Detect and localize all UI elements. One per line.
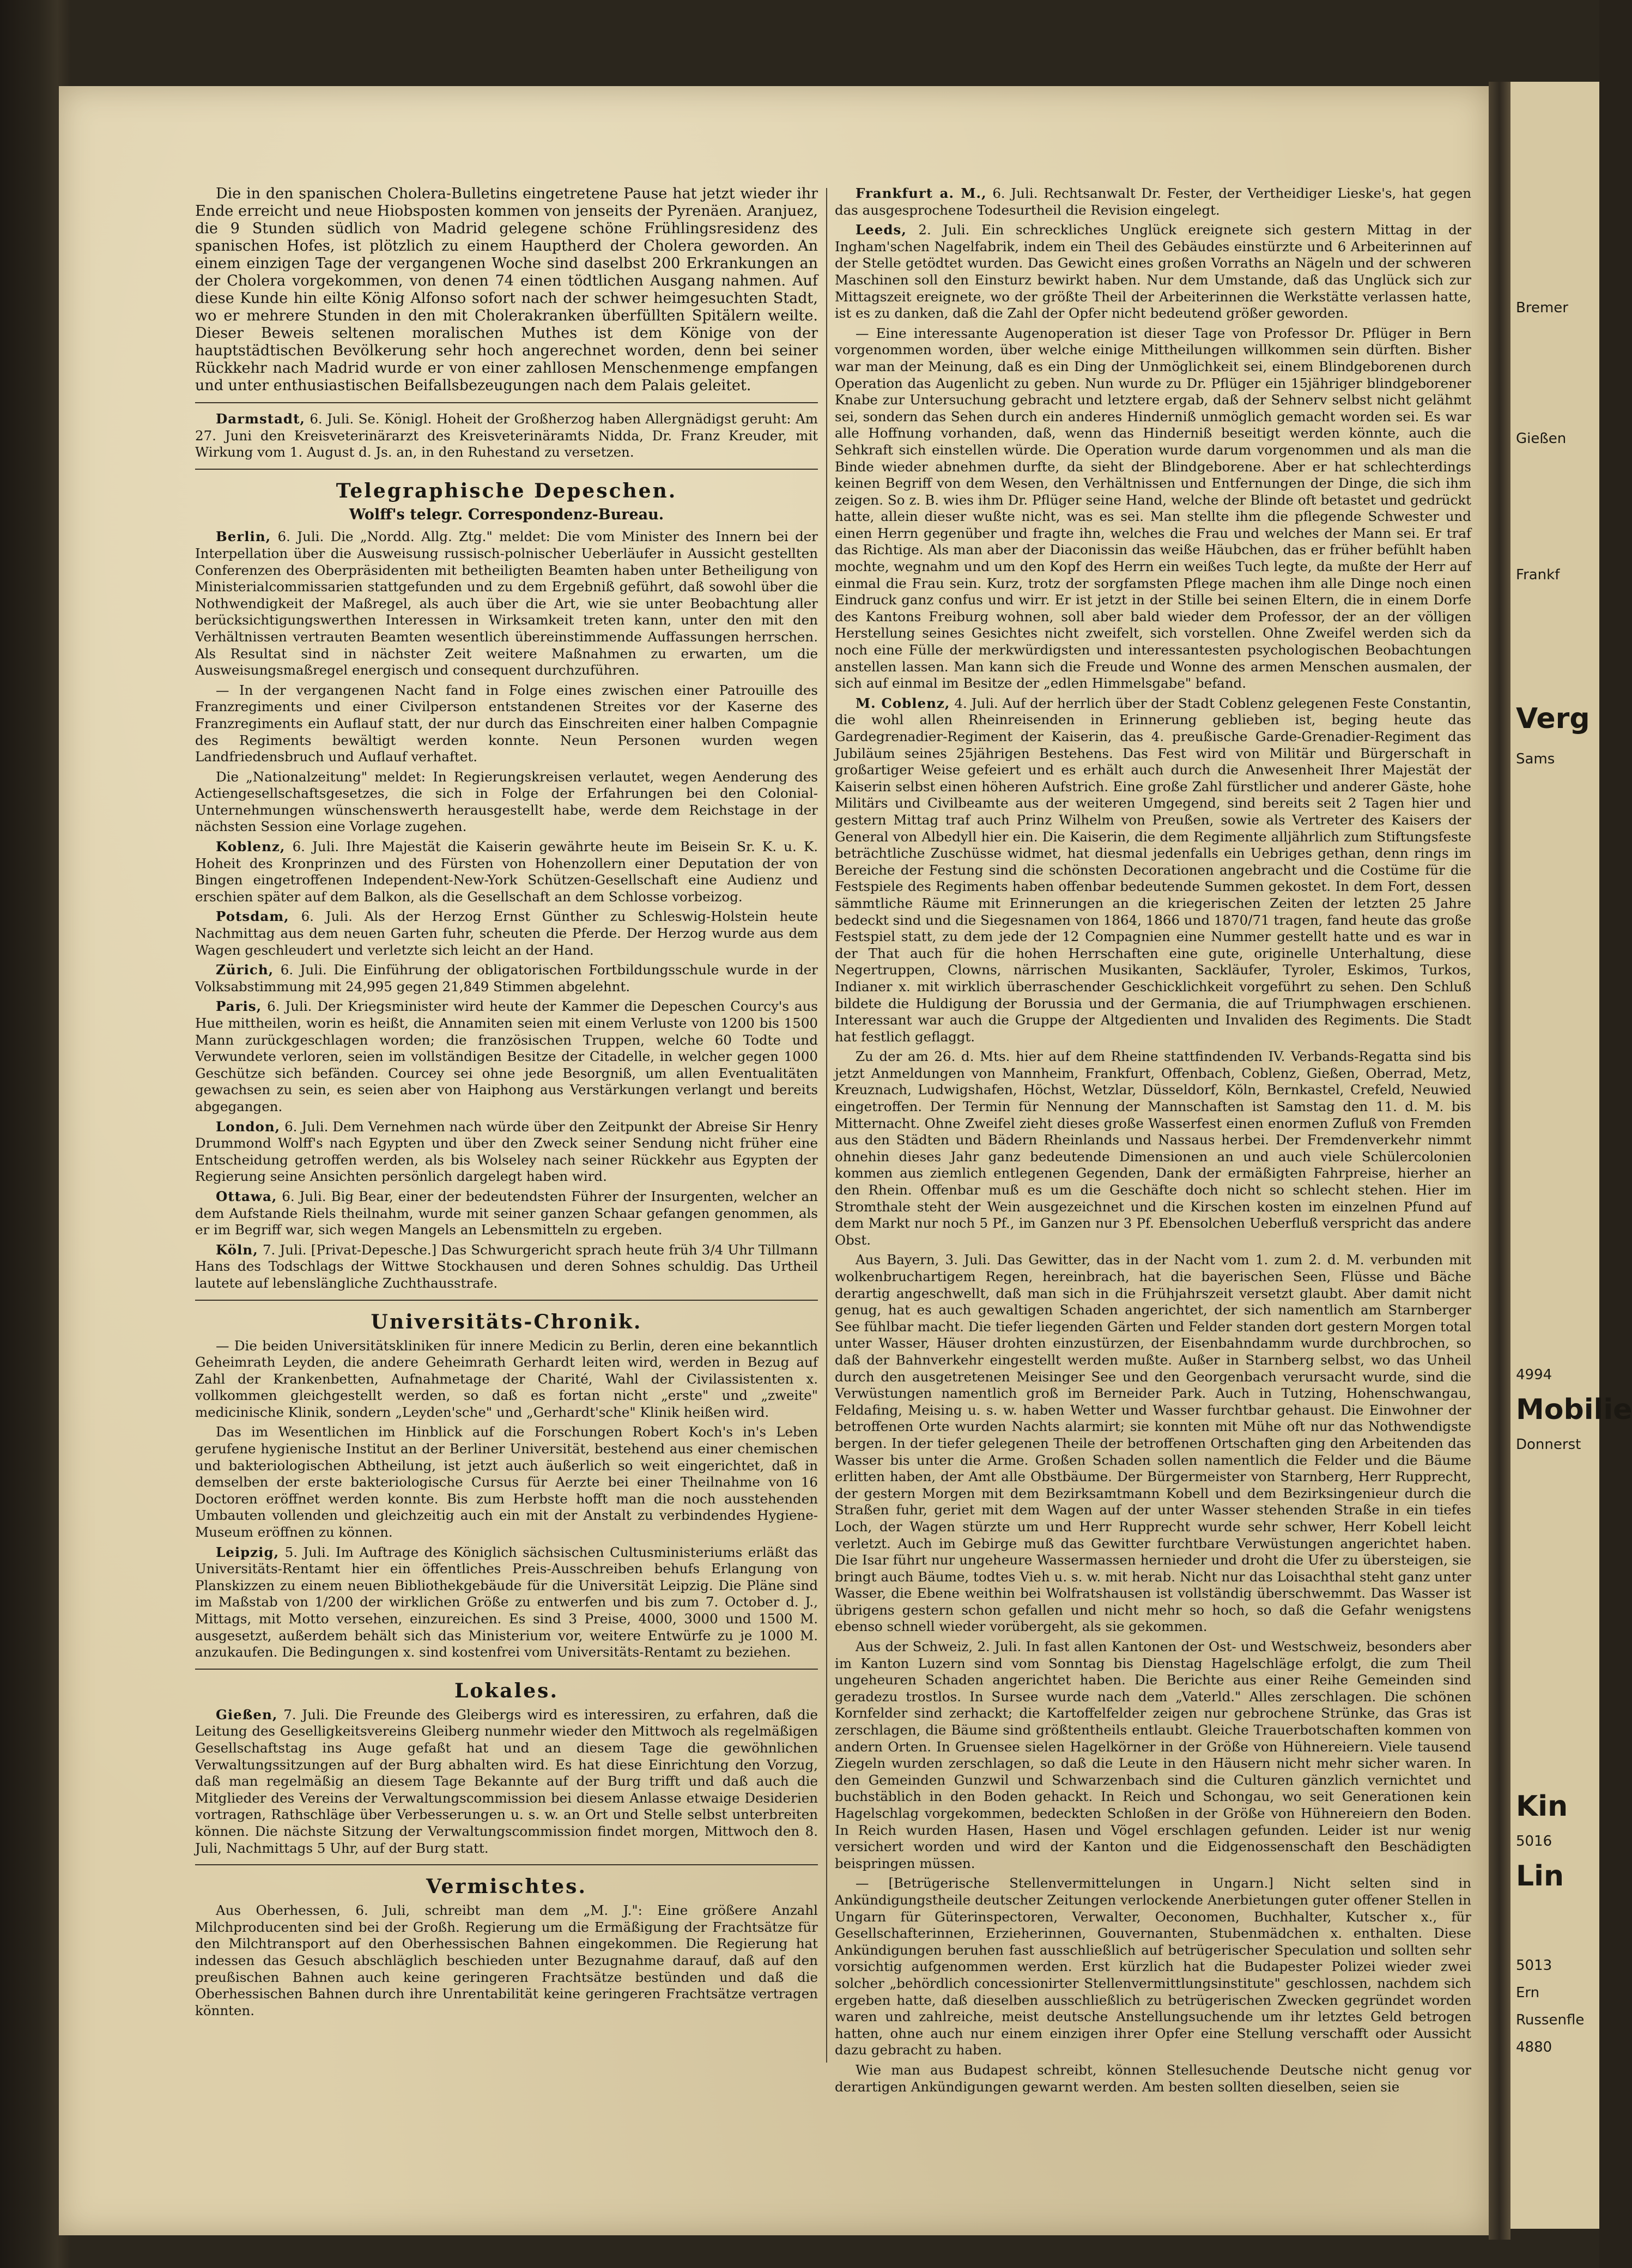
article-text: 6. Juli. Big Bear, einer der bedeutendsten Führer der Insurgenten, welcher an dem Aufstande Riels theilnahm, wurde mit seiner ganzen Schaar gefangen genommen, als er im Begriff war, sich wegen Mangels an Lebensmitteln zu ergeben. — [195, 1188, 818, 1238]
book-gutter — [1489, 82, 1510, 2240]
edge-fragment: 4880 — [1516, 2039, 1552, 2055]
divider — [195, 1864, 818, 1865]
dateline: Darmstadt, — [216, 411, 305, 427]
edge-fragment: Ern — [1516, 1985, 1540, 2001]
telegram-item — [195, 908, 818, 959]
edge-fragment: Mobilie — [1516, 1393, 1632, 1426]
article-darmstadt — [195, 411, 818, 461]
edge-fragment: Sams — [1516, 751, 1555, 767]
dateline: Frankfurt a. M., — [856, 185, 987, 201]
section-heading: Lokales. — [454, 1679, 559, 1702]
dateline: Zürich, — [216, 962, 274, 978]
article-text: 5. Juli. Im Auftrage des Königlich sächsischen Cultusministeriums erläßt das Universitäts-Rentamt hier ein öffentliches Preis-Ausschreiben behufs Erlangung von Planskizzen zu einem neuen Bibliothekgebäude für die Universität Leipzig. Die Pläne sind im Maßstab von 1/200 der wirklichen Größe zu entwerfen und bis zum 7. October d. J., Mittags, mit Motto versehen, einzureichen. Es sind 3 Preise, 4000, 3000 und 1500 M. ausgesetzt, außerdem behält sich das Ministerium vor, weitere Entwürfe zu je 1000 M. anzukaufen. Die Bedingungen x. sind kostenfrei vom Universitäts-Rentamt zu beziehen. — [195, 1544, 818, 1660]
misc-item: Wie man aus Budapest schreibt, können Stellesuchende Deutsche nicht genug vor derartigen Ankündigungen gewarnt werden. Am besten sollten dieselben, seien sie — [835, 2061, 1471, 2095]
misc-item: Zu der am 26. d. Mts. hier auf dem Rheine stattfindenden IV. Verbands-Regatta sind bis jetzt Anmeldungen von Mannheim, Frankfurt, Offenbach, Coblenz, Gießen, Oberrad, Metz, Kreuznach, Ludwigshafen, Höchst, Wetzlar, Düsseldorf, Köln, Bernkastel, Crefeld, Neuwied eingetroffen. Der Termin für Nennung der Mannschaften ist Samstag den 11. d. M. bis Mitternacht. Ohne Zweifel zieht dieses große Wasserfest einen enormen Zufluß von Fremden aus den Städten und Bädern Rheinlands und Nassaus herbei. Der Fremdenverkehr nimmt ohnehin dieses Jahr ganz bedeutende Dimensionen an und auch viele Schülercolonien kommen aus ziemlich entlegenen Gegenden, Dank der ermäßigten Fahrpreise, hierher an den Rhein. Offenbar muß es um die Geschäfte doch nicht so schlecht stehen. Hier im Stromthale steht der Wein ausgezeichnet und die Kirschen kosten im einzelnen Pfund auf dem Markt nur noch 5 Pf., im Ganzen nur 3 Pf. Ebensolchen Ueberfluß verspricht das andere Obst. — [835, 1048, 1471, 1248]
misc-item — [835, 695, 1471, 1045]
edge-fragment: Verg — [1516, 702, 1590, 735]
section-heading: Vermischtes. — [426, 1875, 587, 1899]
article-text: 6. Juli. Ihre Majestät die Kaiserin gewährte heute im Beisein Sr. K. u. K. Hoheit des Kronprinzen und des Fürsten von Hohenzollern einer Deputation der von Bingen eingetroffenen Independent-New-York Schützen-Gesellschaft eine Audienz und erschien später auf dem Balkon, als die Gesellschaft an dem Schlosse vorbeizog. — [195, 839, 818, 905]
article-text: 6. Juli. Se. Königl. Hoheit der Großherzog haben Allergnädigst geruht: Am 27. Juni den Kreisveterinärarzt des Kreisveterinäramts Nidda, Dr. Franz Kreuder, mit Wirkung vom 1. August d. Js. an, in den Ruhestand zu versetzen. — [195, 411, 818, 460]
article-text: 6. Juli. Der Kriegsminister wird heute der Kammer die Depeschen Courcy's aus Hue mittheilen, worin es heißt, die Annamiten seien mit einem Verluste von 1200 bis 1500 Mann zurückgeschlagen worden; die französischen Truppen, welche 60 Todte und Verwundete verloren, seien im vollständigen Besitze der Citadelle, in welcher gegen 1000 Geschütze sich befänden. Courcey sei ohne jede Besorgniß, um allen Eventualitäten gewachsen zu sein, es seien aber von Haiphong aus Verstärkungen verlangt und bereits abgegangen. — [195, 998, 818, 1114]
telegram-item — [195, 1119, 818, 1185]
article-text: 2. Juli. Ein schreckliches Unglück ereignete sich gestern Mittag in der Ingham'schen Nagelfabrik, indem ein Theil des Gebäudes einstürzte und 6 Arbeiterinnen auf der Stelle getödtet wurden. Das Gewicht eines großen Vorraths an Nägeln und der schweren Maschinen soll den Einsturz bewirkt haben. Nur dem Umstande, daß das Unglück sich zur Mittagszeit ereignete, wo der größte Theil der Arbeiterinnen die Werkstätte verlassen hatte, ist es zu danken, daß die Zahl der Opfer nicht bedeutend größer geworden. — [835, 222, 1471, 322]
edge-fragment: Bremer — [1516, 300, 1568, 316]
telegram-item — [195, 1188, 818, 1239]
edge-fragment: 5016 — [1516, 1833, 1552, 1849]
telegram-item: Die „Nationalzeitung" meldet: In Regierungskreisen verlautet, wegen Aenderung des Actiengesellschaftsgesetzes, die sich in Folge der Erfahrungen bei den Colonial-Unternehmungen wünschenswerth herausgestellt habe, werde dem Reichstage in der nächsten Session eine Vorlage zugehen. — [195, 768, 818, 835]
dateline: Berlin, — [216, 529, 271, 545]
dateline: Ottawa, — [216, 1188, 277, 1204]
section-heading: Telegraphische Depeschen. — [336, 479, 677, 502]
column-rule — [826, 188, 827, 2063]
edge-fragment: Gießen — [1516, 430, 1567, 447]
chronicle-item — [195, 1544, 818, 1661]
dateline: M. Coblenz, — [856, 695, 950, 711]
misc-item: Aus Oberhessen, 6. Juli, schreibt man dem „M. J.": Eine größere Anzahl Milchproducenten sind bei der Großh. Regierung um die Ermäßigung der Frachtsätze für den Milchtransport auf den Oberhessischen Bahnen eingekommen. Die Regierung hat indessen das Gesuch abschläglich beschieden unter Bezugnahme darauf, daß auf den preußischen Bahnen auch keine geringeren Frachtsätze bestünden und daß die Oberhessischen Bahnen durch ihre Unrentabilität keine geringeren Frachtsätze vertragen könnten. — [195, 1902, 818, 2018]
article-text: 6. Juli. Als der Herzog Ernst Günther zu Schleswig-Holstein heute Nachmittag aus dem neuen Garten fuhr, scheuten die Pferde. Der Herzog wurde aus dem Wagen geschleudert und verletzte sich leicht an der Hand. — [195, 908, 818, 958]
adjacent-page-edge — [1510, 82, 1632, 2229]
dateline: Gießen, — [216, 1706, 278, 1723]
edge-fragment: Lin — [1516, 1860, 1564, 1893]
edge-fragment: Donnerst — [1516, 1436, 1581, 1453]
edge-fragment: 4994 — [1516, 1367, 1552, 1383]
dateline: Leipzig, — [216, 1544, 280, 1560]
section-heading: Universitäts-Chronik. — [371, 1310, 642, 1333]
telegram-item: — In der vergangenen Nacht fand in Folge eines zwischen einer Patrouille des Franzregiments und einer Civilperson entstandenen Streites vor der Kaserne des Franzregiments ein Auflauf statt, der nur durch das Einschreiten einer halben Compagnie des Regiments bewältigt werden konnte. Neun Personen wurden wegen Landfriedensbruch und Auflauf verhaftet. — [195, 682, 818, 765]
misc-item: Aus der Schweiz, 2. Juli. In fast allen Kantonen der Ost- und Westschweiz, besonders aber im Kanton Luzern sind vom Sonntag bis Dienstag Hagelschläge erfolgt, die zum Theil ungeheuren Schaden angerichtet haben. Die Berichte aus einer Reihe Gemeinden sind geradezu trostlos. In Sursee wurde nach dem „Vaterld." Alles zerschlagen. Die schönen Kornfelder sind zerhackt; die Kartoffelfelder zeigen nur gebrochene Strünke, das Gras ist zerschlagen, die Bäume sind größtentheils entlaubt. Gleiche Trauerbotschaften kommen von andern Orten. In Gruensee sielen Hagelkörner in der Größe von Hühnereiern. Viele tausend Ziegeln wurden zerschlagen, so daß die Leute in den Häusern nicht mehr sicher waren. In den Gemeinden Gunzwil und Schwarzenbach sind die Culturen gänzlich vernichtet und buchstäblich in den Boden gehackt. In Reich und Schongau, wo seit Generationen kein Hagelschlag vorgekommen, bedeckten Schloßen in der Größe von Hühnereiern den Boden. In Reich wurden Hasen, Hasen und Vögel erschlagen gefunden. Leider ist nur wenig versichert worden und wird der Kanton und die Eidgenossenschaft den Beschädigten beispringen müssen. — [835, 1639, 1471, 1871]
dateline: Paris, — [216, 998, 262, 1015]
dateline: Köln, — [216, 1241, 258, 1258]
right-column — [835, 185, 1471, 2099]
misc-item — [835, 222, 1471, 322]
article-text: 6. Juli. Dem Vernehmen nach würde über den Zeitpunkt der Abreise Sir Henry Drummond Wolff's nach Egypten und über den Zweck seiner Sendung nicht früher eine Entscheidung getroffen werden, als bis Wolseley nach seiner Rückkehr aus Egypten der Regierung seine Ansichten persönlich dargelegt haben wird. — [195, 1118, 818, 1185]
divider — [195, 1300, 818, 1301]
dateline: London, — [216, 1118, 281, 1135]
article-text: 6. Juli. Die Einführung der obligatorischen Fortbildungsschule wurde in der Volksabstimmung mit 24,995 gegen 21,849 Stimmen abgelehnt. — [195, 962, 818, 994]
left-column — [195, 185, 818, 2022]
article-text: 6. Juli. Die „Nordd. Allg. Ztg." meldet: Die vom Minister des Innern bei der Interpellation über die Ausweisung russisch-polnischer Ueberläufer in Aussicht gestellten Conferenzen des Oberpräsidenten mit betheiligten Beamten haben unter Betheiligung von Ministerialcommissarien stattgefunden und zu dem Ergebniß geführt, daß sowohl über die Nothwendigkeit der Maßregel, als auch über die Art, wie sie unter Beobachtung aller berücksichtigungswerthen Interessen in Wirksamkeit treten kann, unter den mit den Verhältnissen vertrauten Beamten wesentlich übereinstimmende Auffassungen herrschen. Als Resultat sind in nächster Zeit weitere Maßnahmen zu erwarten, um die Ausweisungsmaßregel energisch und consequent durchzuführen. — [195, 529, 818, 678]
article-text: 7. Juli. [Privat-Depesche.] Das Schwurgericht sprach heute früh 3/4 Uhr Tillmann Hans des Todschlags der Wittwe Stockhausen und deren Sohnes schuldig. Das Urtheil lautete auf lebenslängliche Zuchthausstrafe. — [195, 1241, 818, 1291]
edge-fragment: 5013 — [1516, 1957, 1552, 1974]
dateline: Potsdam, — [216, 908, 289, 925]
telegram-item — [195, 839, 818, 905]
divider — [195, 469, 818, 470]
misc-item: Aus Bayern, 3. Juli. Das Gewitter, das in der Nacht vom 1. zum 2. d. M. verbunden mit wolkenbruchartigem Regen, hereinbrach, hat die bayerischen Seen, Flüsse und Bäche derartig angeschwellt, daß man sich in die Frühjahrszeit versetzt glaubt. Aber damit nicht genug, hat es auch gewaltigen Schaden angerichtet, der sich namentlich am Starnberger See fühlbar macht. Die tiefer liegenden Gärten und Felder standen dort gestern Morgen total unter Wasser, Häuser drohten einzustürzen, der Eisenbahndamm wurde durchbrochen, so daß der Bahnverkehr eingestellt werden mußte. Außer in Starnberg selbst, wo das Unheil durch den ausgetretenen Meisinger See und den Georgenbach verursacht wurde, sind die Verwüstungen namentlich groß im Berneider Park. Auch in Tutzing, Hohenschwangau, Feldafing, Meising u. s. w. haben Wetter und Wasser furchtbar gehaust. Die Einwohner der betroffenen Orte wurden Nachts alarmirt; sie konnten mit Mühe oft nur das Nothwendigste bergen. In der tiefer gelegenen Theile der betroffenen Ortschaften ging den Arbeitenden das Wasser bis unter die Arme. Großen Schaden sollen namentlich die Felder und die Bäume erlitten haben, der Amt alle Obstbäume. Der Bürgermeister von Starnberg, Herr Rupprecht, der gestern Morgen mit dem Bezirksamtmann Kobell und dem Bezirksingenieur durch die Straßen fuhr, geriet mit dem Wagen auf der unter Wasser stehenden Straße in ein tiefes Loch, der Wagen stürzte um und Herr Rupprecht wurde sehr schwer, Herr Kobell leicht verletzt. Auch im Gebirge muß das Gewitter furchtbare Verwüstungen angerichtet haben. Die Isar führt nur ungeheure Wassermassen hernieder und droht die Ufer zu übersteigen, sie bringt auch Bäume, todtes Vieh u. s. w. mit herab. Nicht nur das Loisachthal steht ganz unter Wasser, die Ebene weithin bei Wolfratshausen ist vollständig überschwemmt. Das Wasser ist übrigens gestern schon gefallen und nicht mehr so hoch, so daß die Gefahr wenigstens ebenso schnell wieder vorübergeht, als sie gekommen. — [835, 1252, 1471, 1635]
edge-fragment: Russenfle — [1516, 2012, 1585, 2028]
divider — [195, 402, 818, 403]
divider — [195, 1669, 818, 1670]
edge-fragment: Kin — [1516, 1790, 1568, 1823]
telegram-item — [195, 1242, 818, 1292]
local-item — [195, 1707, 818, 1857]
telegram-item — [195, 529, 818, 678]
misc-item — [835, 185, 1471, 219]
misc-item: — Eine interessante Augenoperation ist dieser Tage von Professor Dr. Pflüger in Bern vorgenommen worden, über welche einige Mittheilungen willkommen sein dürften. Bisher war man der Meinung, daß es ein Ding der Unmöglichkeit sei, einem Blindgeborenen durch Operation das Augenlicht zu geben. Nun wurde zu Dr. Pflüger ein 15jähriger blindgeborener Knabe zur Untersuchung gebracht und letztere ergab, daß der Sehnerv selbst nicht gelähmt sei, sondern das Sehen durch ein anderes Hinderniß unmöglich gemacht worden sei. Es war alle Hoffnung vorhanden, daß, wenn das Hinderniß beseitigt werden könnte, auch die Sehkraft sich einstellen würde. Die Operation wurde darum vorgenommen und als man die Binde wieder abnehmen durfte, da sieht der Blindgeborene. Aber er hat schlechterdings keinen Begriff von dem Wesen, den Verhältnissen und Entfernungen der Dinge, die sich ihm zeigen. So z. B. wies ihm Dr. Pflüger seine Hand, welche der Blinde oft betastet und gedrückt hatte, allein dieser wußte nicht, was es sei. Man stellte ihm die pflegende Schwester und einen Herrn gegenüber und fragte ihn, welches die Frau und welches der Mann sei. Er traf das Richtige. Als man aber der Diaconissin das weiße Häubchen, das er früher befühlt haben mochte, wegnahm und um den Kopf des Herrn ein weißes Tuch legte, da mußte der Herr auf einmal die Frau sein. Kurz, trotz der sorgfamsten Pflege machen ihm alle Dinge noch einen Eindruck ganz confus und wirr. Er ist jetzt in der Stille bei seinen Eltern, die in einem Dorfe des Kantons Freiburg wohnen, soll aber bald wieder dem Professor, der an der völligen Herstellung seines Gesichtes nicht zweifelt, sich vorstellen. Ohne Zweifel werden sich da noch eine Fülle der merkwürdigsten und interessantesten psychologischen Beobachtungen anstellen lassen. Man kann sich die Freude und Wonne des armen Menschen ausmalen, der sich auf einmal im Besitze der „edlen Himmelsgabe" befand. — [835, 325, 1471, 692]
article-cholera-spain: Die in den spanischen Cholera-Bulletins eingetretene Pause hat jetzt wieder ihr Ende erreicht und neue Hiobsposten kommen von jenseits der Pyrenäen. Aranjuez, die 9 Stunden südlich von Madrid gelegene schöne Frühlingsresidenz des spanischen Hofes, ist plötzlich zu einem Hauptherd der Cholera geworden. An einem einzigen Tage der vergangenen Woche sind daselbst 200 Erkrankungen an der Cholera vorgekommen, von denen 74 einen tödtlichen Ausgang nahmen. Auf diese Kunde hin eilte König Alfonso sofort nach der schwer heimgesuchten Stadt, wo er mehrere Stunden in den mit Cholerakranken überfüllten Spitälern weilte. Dieser Beweis seltenen moralischen Muthes ist dem Könige von der hauptstädtischen Bevölkerung sehr hoch angerechnet worden, denn bei seiner Rückkehr nach Madrid wurde er von einer zahllosen Menschenmenge empfangen und unter enthusiastischen Beifallsbezeugungen nach dem Palais geleitet. — [195, 185, 818, 394]
chronicle-item: Das im Wesentlichen im Hinblick auf die Forschungen Robert Koch's in's Leben gerufene hygienische Institut an der Berliner Universität, bestehend aus einer chemischen und bakteriologischen Abtheilung, ist jetzt auch äußerlich so weit eingerichtet, daß in demselben der erste bakteriologische Cursus für Aerzte bei einer Theilnahme von 16 Doctoren eröffnet werden konnte. Bis zum Herbste hofft man die noch ausstehenden Umbauten vollenden und gleichzeitig auch ein mit der Anstalt zu verbindendes Hygiene-Museum eröffnen zu können. — [195, 1424, 818, 1541]
article-text: 6. Juli. Rechtsanwalt Dr. Fester, der Vertheidiger Lieske's, hat gegen das ausgesprochene Todesurtheil die Revision eingelegt. — [835, 185, 1471, 218]
edge-fragment: Frankf — [1516, 567, 1560, 583]
dateline: Leeds, — [856, 222, 907, 238]
section-subheading: Wolff's telegr. Correspondenz-Bureau. — [349, 506, 664, 523]
telegram-item — [195, 998, 818, 1115]
article-text: 4. Juli. Auf der herrlich über der Stadt Coblenz gelegenen Feste Constantin, die wohl allen Rheinreisenden in Erinnerung geblieben ist, beging heute das Gardegrenadier-Regiment der Kaiserin, das 4. preußische Garde-Grenadier-Regiment das Jubiläum seines 25jährigen Bestehens. Das Fest wird von Militär und Bürgerschaft in großartiger Weise gefeiert und es erhält auch durch die Anwesenheit Ihrer Majestät der Kaiserin selbst einen höheren Aufstrich. Eine große Zahl fürstlicher und anderer Gäste, hohe Militärs und Civilbeamte aus der weiteren Umgegend, sind bereits seit 2 Tagen hier und gestern Mittag traf auch Prinz Wilhelm von Preußen, sowie als Vertreter des Kaisers der General von Albedyll hier ein. Die Kaiserin, die dem Regimente alljährlich zum Stiftungsfeste beträchtliche Zuschüsse widmet, hat diesmal jedenfalls ein Uebriges gethan, denn rings im Bereiche der Festung sind die schönsten Decorationen angebracht und die Costüme für die Festspiele des Regiments haben offenbar bedeutende Summen gekostet. In dem Fort, dessen sämmtliche Räume mit Erinnerungen an die kriegerischen Zeiten der letzten 25 Jahre bedeckt sind und die Siegesnamen von 1864, 1866 und 1870/71 tragen, fand heute das große Festspiel statt, zu dem jede der 12 Compagnien eine Nummer gestellt hatte und es war in der That auch für die hohen Herrschaften eine gute, originelle Unterhaltung, diese Negertruppen, Clowns, närrischen Musikanten, Sackläufer, Tyroler, Eskimos, Turkos, Indianer x. mit wirklich überraschender Geschicklichkeit vorgeführt zu sehen. Den Schluß bildete die Huldigung der Borussia und der Germania, die auf Triumphwagen erschienen. Interessant war auch die Gruppe der Altgedienten und Invaliden des Regiments. Die Stadt hat festlich geflaggt. — [835, 695, 1471, 1045]
telegram-item — [195, 962, 818, 995]
dateline: Koblenz, — [216, 839, 286, 855]
chronicle-item: — Die beiden Universitätskliniken für innere Medicin zu Berlin, deren eine bekanntlich Geheimrath Leyden, die andere Geheimrath Gerhardt leiten wird, werden in Bezug auf Zahl der Krankenbetten, Aufnahmetage der Charité, Wahl der Civilassistenten x. vollkommen gleichgestellt werden, so daß es fortan nicht „erste" und „zweite" medicinische Klinik, sondern „Leyden'sche" und „Gerhardt'sche" Klinik heißen wird. — [195, 1337, 818, 1420]
misc-item: — [Betrügerische Stellenvermittelungen in Ungarn.] Nicht selten sind in Ankündigungstheile deutscher Zeitungen verlockende Anerbietungen guter offener Stellen in Ungarn für Güterinspectoren, Verwalter, Oeconomen, Buchhalter, Kutscher x., für Gesellschafterinnen, Erzieherinnen, Gouvernanten, Stubenmädchen x. enthalten. Diese Ankündigungen beruhen fast ausschließlich auf betrügerischer Speculation und sollten sehr vorsichtig aufgenommen werden. Erst kürzlich hat die Budapester Polizei wieder zwei solcher „behördlich concessionirter Stellenvermittlungsinstitute" geschlossen, nachdem sich ergeben hatte, daß dieselben ausschließlich zu betrügerischen Zwecken gegründet worden waren und zahlreiche, meist deutsche Anstellungsuchende um ihr letztes Geld betrogen hatten, ohne auch nur einem einzigen ihrer Opfer eine Stellung verschafft oder Aussicht dazu gebracht zu haben. — [835, 1875, 1471, 2058]
article-text: 7. Juli. Die Freunde des Gleibergs wird es interessiren, zu erfahren, daß die Leitung des Geselligkeitsvereins Gleiberg nunmehr wieder den Mittwoch als regelmäßigen Gesellschaftstag ins Auge gefaßt hat und an diesem Tage die gewöhnlichen Verwaltungssitzungen auf der Burg abhalten wird. Es hat diese Einrichtung den Vorzug, daß man regelmäßig an diesem Tage Bekannte auf der Burg trifft und daß auch die Mitglieder des Vereins der Verwaltungscommission bei diesem Anlasse etwaige Desiderien vortragen, Rathschläge über Verbesserungen u. s. w. an Ort und Stelle selbst unterbreiten können. Die nächste Sitzung der Verwaltungscommission findet morgen, Mittwoch den 8. Juli, Nachmittags 5 Uhr, auf der Burg statt. — [195, 1706, 818, 1856]
